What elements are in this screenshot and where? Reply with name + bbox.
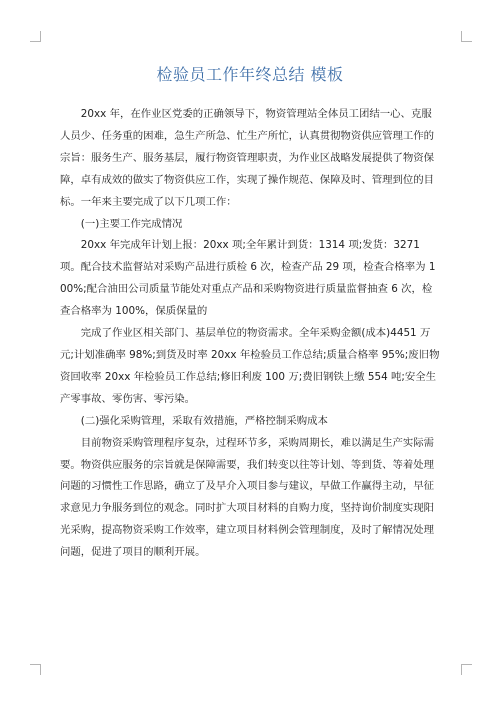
paragraph-procurement: 目前物资采购管理程序复杂，过程环节多，采购周期长，难以满足生产实际需要。物资供应服务的宗旨就是保障需要，我们转变以往等计划、等到货、等着处理问题的习惯性工作思路，确立了及早介入项目参与建议，早做工作赢得主动，早征求意见力争服务到位的观念。同时扩大项目材料的自购力度，坚持询价制度实现阳光采购，提高物资采购工作效率，建立项目材料例会管理制度，及时了解情况处理问题，促进了项目的顺利开展。 bbox=[60, 436, 435, 559]
section-heading-1: (一)主要工作完成情况 bbox=[80, 217, 183, 230]
paragraph-intro: 20xx 年，在作业区党委的正确领导下，物资管理站全体员工团结一心、克服人员少、任务重的困难，急生产所急、忙生产所忙，认真贯彻物资供应管理工作的宗旨：服务生产、服务基层，履行物资管理职责，为作业区战略发展提供了物资保障，卓有成效的做实了物资供应工作，实现了操作规范、保障及时、管理到位的目标。一年来主要完成了以下几项工作： bbox=[60, 108, 435, 208]
crop-mark-bottom-right bbox=[461, 664, 472, 675]
document-body bbox=[60, 104, 442, 564]
section-heading-2: (二)强化采购管理，采取有效措施，严格控制采购成本 bbox=[80, 414, 328, 427]
document-title: 检验员工作年终总结 模板 bbox=[156, 65, 344, 84]
crop-mark-top-left bbox=[30, 31, 41, 42]
crop-mark-bottom-left bbox=[30, 664, 41, 675]
paragraph-completion: 完成了作业区相关部门、基层单位的物资需求。全年采购金额(成本)4451 万元;计划准确率 98%;到货及时率 20xx 年检验员工作总结;质量合格率 95%;废旧物资回收率 20xx 年检验员工作总结;修旧利废 100 万;费旧钢铁上缴 554 吨;安全生产零事故、零伤害、零污染。 bbox=[60, 327, 440, 405]
crop-mark-top-right bbox=[461, 31, 472, 42]
paragraph-statistics: 20xx 年完成年计划上报：20xx 项;全年累计到货：1314 项;发货：3271 项。配合技术监督站对采购产品进行质检 6 次，检查产品 29 项，检查合格率为 100%;配合油田公司质量节能处对重点产品和采购物资进行质量监督抽查 6 次，检查合格率为 100%，保质保量的 bbox=[60, 239, 436, 318]
